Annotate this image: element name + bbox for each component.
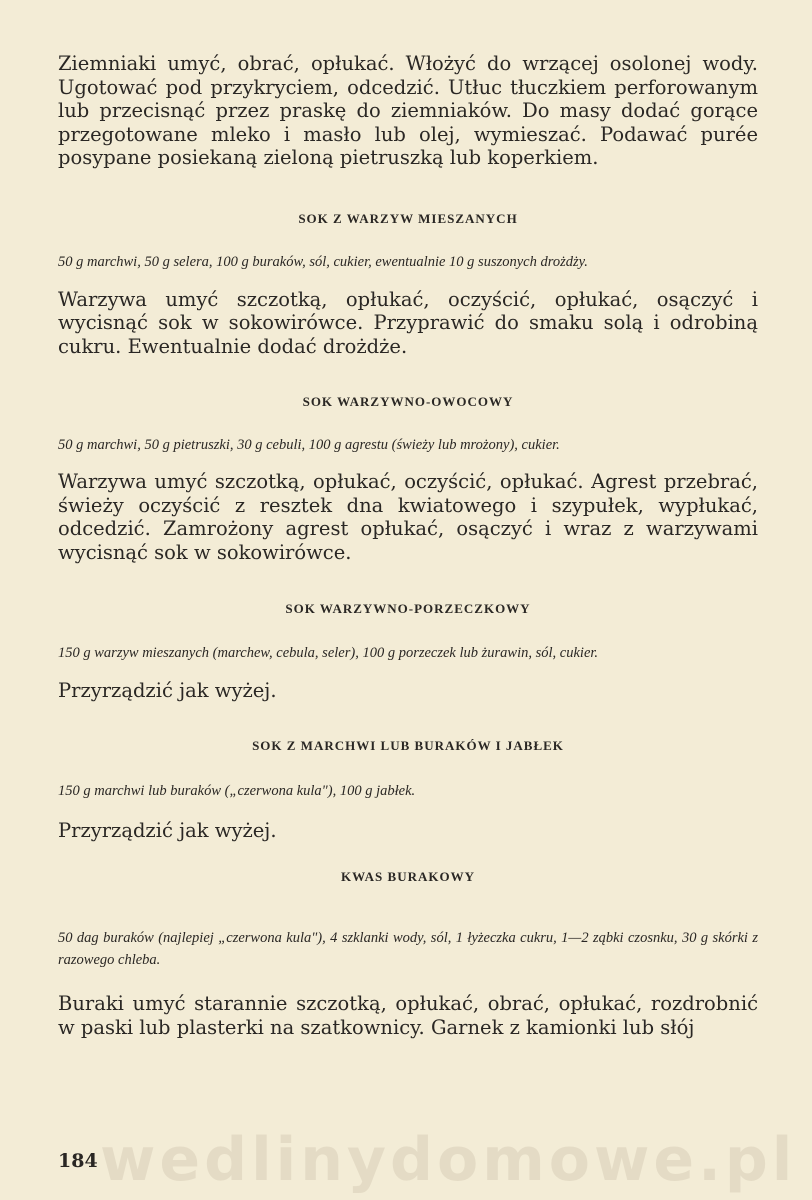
recipe-juice-mixed-vegetables [58,211,758,359]
recipe-instructions: Przyrządzić jak wyżej. [58,679,277,702]
recipe-juice-vegetable-fruit [58,394,758,564]
recipe-ingredients: 50 dag buraków (najlepiej „czerwona kula"), 4 szklanki wody, sól, 1 łyżeczka cukru, 1—2 ząbki czosnku, 30 g skórki z razowego chleba. [58,930,758,968]
recipe-title: SOK Z WARZYW MIESZANYCH [298,210,518,226]
recipe-title: SOK WARZYWNO-OWOCOWY [302,394,514,409]
recipe-juice-carrot-beet-apple [58,738,758,843]
page-number: 184 [58,1150,98,1172]
book-page [58,52,758,1039]
recipe-title: SOK Z MARCHWI LUB BURAKÓW I JABŁEK [252,737,564,753]
recipe-juice-vegetable-currant [58,601,758,703]
recipe-title: KWAS BURAKOWY [341,869,475,884]
recipe-ingredients: 50 g marchwi, 50 g pietruszki, 30 g cebuli, 100 g agrestu (świeży lub mrożony), cukier. [58,437,560,453]
recipe-ingredients: 150 g marchwi lub buraków („czerwona kula"), 100 g jabłek. [58,782,416,799]
recipe-instructions: Warzywa umyć szczotką, opłukać, oczyścić, opłukać, osączyć i wycisnąć sok w sokowirówce. Przyprawić do smaku solą i odrobiną cukru. Ewentualnie dodać drożdże. [58,287,758,358]
watermark: wedlinydomowe.pl [100,1125,797,1195]
recipe-ingredients: 50 g marchwi, 50 g selera, 100 g buraków, sól, cukier, ewentualnie 10 g suszonych drożdży. [58,253,588,270]
recipe-instructions: Warzywa umyć szczotką, opłukać, oczyścić, opłukać. Agrest przebrać, świeży oczyścić z resztek dna kwiatowego i szypułek, wypłukać, odcedzić. Zamrożony agrest opłukać, osączyć i wraz z warzywami wycisnąć sok w sokowirówce. [58,470,758,564]
recipe-title: SOK WARZYWNO-PORZECZKOWY [285,601,531,616]
recipe-beet-kvass [58,869,758,1039]
recipe-ingredients: 150 g warzyw mieszanych (marchew, cebula, seler), 100 g porzeczek lub żurawin, sól, cukier. [58,645,599,661]
intro-paragraph: Ziemniaki umyć, obrać, opłukać. Włożyć do wrzącej osolonej wody. Ugotować pod przykryciem, odcedzić. Utłuc tłuczkiem perforowanym lub przecisnąć przez praskę do ziemniaków. Do masy dodać gorące przegotowane mleko i masło lub olej, wymieszać. Podawać purée posypane posiekaną zieloną pietruszką lub koperkiem. [58,52,758,169]
recipe-instructions: Przyrządzić jak wyżej. [58,818,277,842]
recipe-instructions: Buraki umyć starannie szczotką, opłukać, obrać, opłukać, rozdrobnić w paski lub plasterki na szatkownicy. Garnek z kamionki lub słój [58,992,758,1039]
